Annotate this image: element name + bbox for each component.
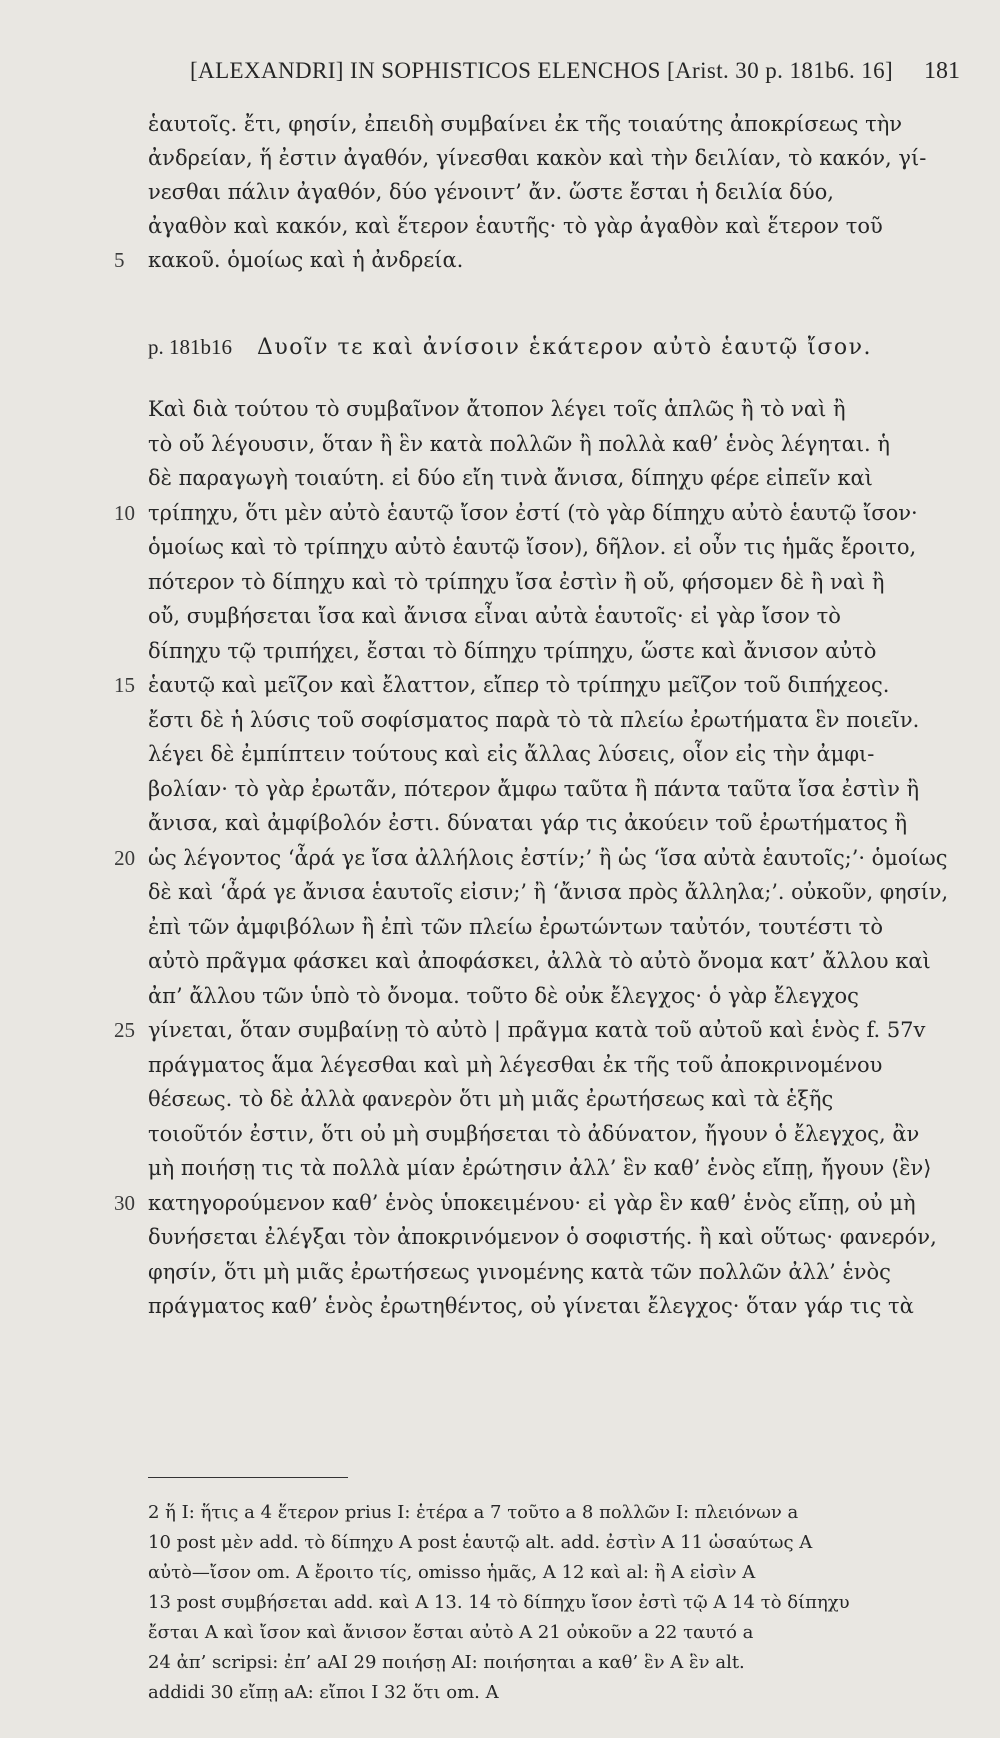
text-line xyxy=(148,1053,882,1077)
line-text: νεσθαι πάλιν ἀγαθόν, δύο γένοιντ’ ἄν. ὥστε ἔσται ἡ δειλία δύο, xyxy=(148,180,834,204)
line-text: φησίν, ὅτι μὴ μιᾶς ἐρωτήσεως γινομένης κατὰ τῶν πολλῶν ἀλλ’ ἑνὸς xyxy=(148,1259,891,1284)
text-line xyxy=(114,1190,916,1215)
apparatus-line: addidi 30 εἴπῃ aA: εἴποι I 32 ὅτι om. A xyxy=(148,1682,499,1703)
apparatus-line: 13 post συμβήσεται add. καὶ A 13. 14 τὸ δίπηχυ ἴσον ἐστὶ τῷ A 14 τὸ δίπηχυ xyxy=(148,1592,850,1613)
apparatus-line: 2 ἥ I: ἥτις a 4 ἕτερον prius I: ἑτέρα a 7 τοῦτο a 8 πολλῶν I: πλειόνων a xyxy=(148,1502,799,1523)
line-text: δὲ παραγωγὴ τοιαύτη. εἰ δύο εἴη τινὰ ἄνισα, δίπηχυ φέρε εἰπεῖν καὶ xyxy=(148,466,873,490)
text-line xyxy=(148,777,919,801)
line-text: κακοῦ. ὁμοίως καὶ ἡ ἀνδρεία. xyxy=(148,248,464,272)
line-text: οὔ, συμβήσεται ἴσα καὶ ἄνισα εἶναι αὐτὰ ἑαυτοῖς· εἰ γὰρ ἴσον τὸ xyxy=(148,604,841,628)
line-text: ἄνισα, καὶ ἀμφίβολόν ἐστι. δύναται γάρ τις ἀκούειν τοῦ ἐρωτήματος ἢ xyxy=(148,811,908,835)
text-line xyxy=(114,248,464,272)
text-line xyxy=(148,1294,914,1318)
line-text: γίνεται, ὅταν συμβαίνῃ τὸ αὐτὸ | πρᾶγμα κατὰ τοῦ αὐτοῦ καὶ ἑνὸς f. 57v xyxy=(148,1018,926,1042)
line-number: 30 xyxy=(114,1190,135,1215)
text-line xyxy=(114,500,918,525)
text-line xyxy=(148,466,873,490)
text-line xyxy=(148,1122,919,1146)
line-text: δίπηχυ τῷ τριπήχει, ἔσται τὸ δίπηχυ τρίπηχυ, ὥστε καὶ ἄνισον αὐτὸ xyxy=(148,638,877,663)
text-line xyxy=(148,180,834,204)
line-text: ἐπὶ τῶν ἀμφιβόλων ἢ ἐπὶ τῶν πλείω ἐρωτώντων ταὐτόν, τουτέστι τὸ xyxy=(148,914,884,939)
text-line xyxy=(114,1018,926,1042)
text-line xyxy=(148,915,883,939)
text-line xyxy=(148,639,876,663)
text-line xyxy=(148,432,890,456)
apparatus-line: αὐτὸ—ἴσον om. A ἔροιτο τίς, omisso ἡμᾶς, A 12 καὶ al: ἢ A εἰσὶν A xyxy=(148,1562,756,1583)
line-text: δὲ καὶ ‘ἆρά γε ἄνισα ἑαυτοῖς εἰσιν;’ ἢ ‘ἄνισα πρὸς ἄλληλα;’. οὐκοῦν, φησίν, xyxy=(148,880,949,904)
text-line xyxy=(148,1225,937,1249)
line-number: 10 xyxy=(114,500,135,525)
line-text: ἑαυτοῖς. ἔτι, φησίν, ἐπειδὴ συμβαίνει ἐκ τῆς τοιαύτης ἀποκρίσεως τὴν xyxy=(148,112,903,136)
text-line xyxy=(148,535,916,559)
line-text: ἔστι δὲ ἡ λύσις τοῦ σοφίσματος παρὰ τὸ τὰ πλείω ἐρωτήματα ἓν ποιεῖν. xyxy=(148,707,920,732)
text-line xyxy=(148,708,919,732)
text-line xyxy=(148,811,907,835)
text-line xyxy=(114,845,948,870)
page-number: 181 xyxy=(924,58,960,84)
line-number: 25 xyxy=(114,1018,135,1042)
text-line xyxy=(148,604,841,628)
line-text: πότερον τὸ δίπηχυ καὶ τὸ τρίπηχυ ἴσα ἐστὶν ἢ οὔ, φήσομεν δὲ ἢ ναὶ ἢ xyxy=(148,569,885,594)
line-text: ἀπ’ ἄλλου τῶν ὑπὸ τὸ ὄνομα. τοῦτο δὲ οὐκ ἔλεγχος· ὁ γὰρ ἔλεγχος xyxy=(148,983,859,1008)
text-line xyxy=(148,112,902,136)
apparatus-line: 24 ἀπ’ scripsi: ἐπ’ aAI 29 ποιήσῃ AI: ποιήσηται a καθ’ ἓν A ἓν alt. xyxy=(148,1652,745,1673)
line-text: Καὶ διὰ τούτου τὸ συμβαῖνον ἄτοπον λέγει τοῖς ἁπλῶς ἢ τὸ ναὶ ἢ xyxy=(148,397,846,421)
line-text: κατηγορούμενον καθ’ ἑνὸς ὑποκειμένου· εἰ γὰρ ἓν καθ’ ἑνὸς εἴπῃ, οὐ μὴ xyxy=(148,1190,916,1215)
line-text: μὴ ποιήσῃ τις τὰ πολλὰ μίαν ἐρώτησιν ἀλλ’ ἓν καθ’ ἑνὸς εἴπῃ, ἤγουν ⟨ἓν⟩ xyxy=(148,1156,932,1180)
lemma-heading xyxy=(148,335,872,360)
line-text: τοιοῦτόν ἐστιν, ὅτι οὐ μὴ συμβήσεται τὸ ἀδύνατον, ἤγουν ὁ ἔλεγχος, ἂν xyxy=(148,1121,920,1146)
line-text: θέσεως. τὸ δὲ ἀλλὰ φανερὸν ὅτι μὴ μιᾶς ἐρωτήσεως καὶ τὰ ἑξῆς xyxy=(148,1087,834,1111)
line-text: πράγματος ἅμα λέγεσθαι καὶ μὴ λέγεσθαι ἐκ τῆς τοῦ ἀποκρινομένου xyxy=(148,1052,883,1077)
text-line xyxy=(114,673,890,697)
text-line xyxy=(148,214,883,238)
text-line xyxy=(148,1156,931,1180)
line-number: 20 xyxy=(114,845,136,870)
apparatus-line: ἔσται A καὶ ἴσον καὶ ἄνισον ἔσται αὐτὸ A 21 οὐκοῦν a 22 ταυτό a xyxy=(148,1622,754,1643)
line-text: ἑαυτῷ καὶ μεῖζον καὶ ἔλαττον, εἴπερ τὸ τρίπηχυ μεῖζον τοῦ διπήχεος. xyxy=(148,673,890,697)
text-line xyxy=(148,1087,833,1111)
line-text: λέγει δὲ ἐμπίπτειν τούτους καὶ εἰς ἄλλας λύσεις, οἷον εἰς τὴν ἀμφι- xyxy=(148,742,875,766)
line-text: βολίαν· τὸ γὰρ ἐρωτᾶν, πότερον ἄμφω ταῦτα ἢ πάντα ταῦτα ἴσα ἐστὶν ἢ xyxy=(148,776,920,801)
line-number: 5 xyxy=(114,248,125,272)
line-text: ἀγαθὸν καὶ κακόν, καὶ ἕτερον ἑαυτῆς· τὸ γὰρ ἀγαθὸν καὶ ἕτερον τοῦ xyxy=(148,214,883,238)
line-text: δυνήσεται ἐλέγξαι τὸν ἀποκρινόμενον ὁ σοφιστής. ἢ καὶ οὕτως· φανερόν, xyxy=(148,1225,937,1249)
header-title: [ALEXANDRI] IN SOPHISTICOS ELENCHOS [Arist. 30 p. 181b6. 16] xyxy=(190,58,894,83)
apparatus-line: 10 post μὲν add. τὸ δίπηχυ A post ἑαυτῷ alt. add. ἐστὶν A 11 ὡσαύτως A xyxy=(148,1532,813,1553)
text-line xyxy=(148,880,948,904)
line-text: ὁμοίως καὶ τὸ τρίπηχυ αὐτὸ ἑαυτῷ ἴσον), δῆλον. εἰ οὖν τις ἡμᾶς ἔροιτο, xyxy=(148,535,917,559)
footnote-rule xyxy=(148,1477,348,1478)
text-line xyxy=(148,146,926,170)
text-line xyxy=(148,949,931,973)
line-text: τρίπηχυ, ὅτι μὲν αὐτὸ ἑαυτῷ ἴσον ἐστί (τὸ γὰρ δίπηχυ αὐτὸ ἑαυτῷ ἴσον· xyxy=(148,500,918,525)
line-text: αὐτὸ πρᾶγμα φάσκει καὶ ἀποφάσκει, ἀλλὰ τὸ αὐτὸ ὄνομα κατ’ ἄλλου καὶ xyxy=(148,949,931,973)
line-text: πράγματος καθ’ ἑνὸς ἐρωτηθέντος, οὐ γίνεται ἔλεγχος· ὅταν γάρ τις τὰ xyxy=(148,1294,914,1318)
lemma-text: Δυοῖν τε καὶ ἀνίσοιν ἑκάτερον αὐτὸ ἑαυτῷ ἴσον. xyxy=(257,335,872,360)
text-line xyxy=(148,984,859,1008)
text-line xyxy=(148,397,846,421)
line-text: ὡς λέγοντος ‘ἆρά γε ἴσα ἀλλήλοις ἐστίν;’ ἢ ὡς ‘ἴσα αὐτὰ ἑαυτοῖς;’· ὁμοίως xyxy=(148,845,948,870)
line-text: ἀνδρείαν, ἥ ἐστιν ἀγαθόν, γίνεσθαι κακὸν καὶ τὴν δειλίαν, τὸ κακόν, γί- xyxy=(148,146,927,170)
text-line xyxy=(148,1260,891,1284)
lemma-reference: p. 181b16 xyxy=(148,335,232,359)
line-text: τὸ οὔ λέγουσιν, ὅταν ἢ ἓν κατὰ πολλῶν ἢ πολλὰ καθ’ ἑνὸς λέγηται. ἡ xyxy=(148,431,890,456)
text-line xyxy=(148,570,885,594)
text-line xyxy=(148,742,874,766)
line-number: 15 xyxy=(114,673,135,697)
